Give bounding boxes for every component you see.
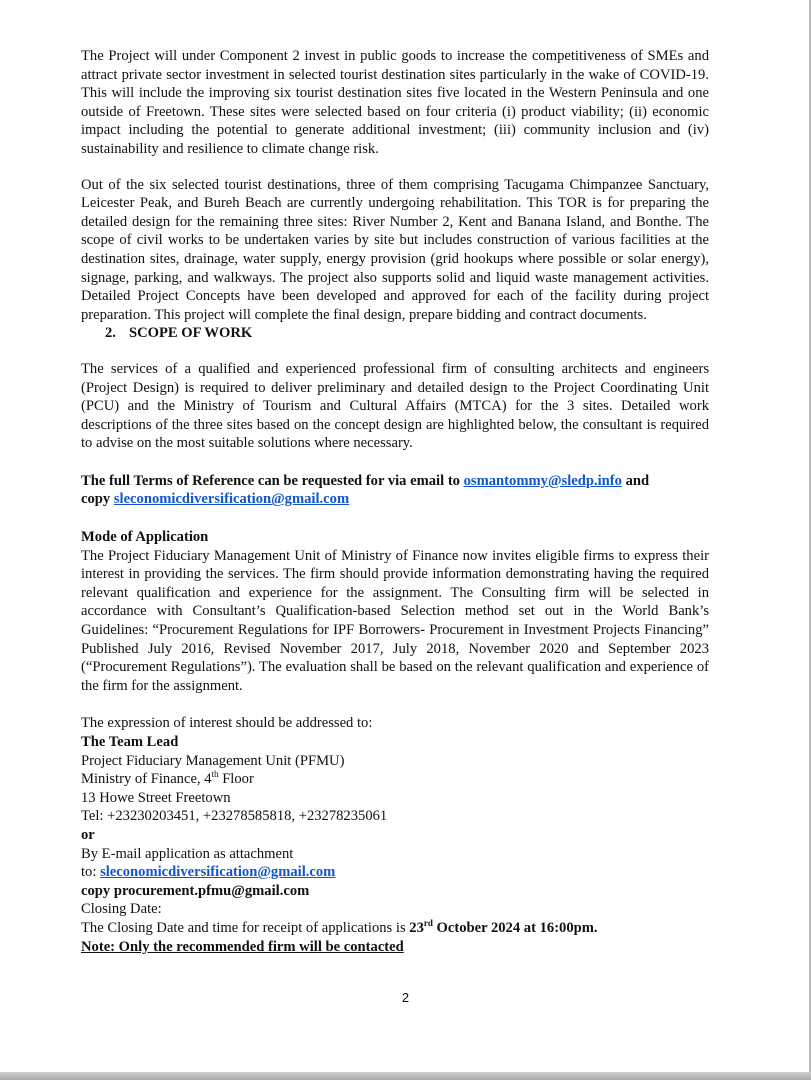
mode-of-application-body: The Project Fiduciary Management Unit of Ministry of Finance now invites eligible firms to express their interest in providing the services. The firm should provide information demonstrating having the required relevant qualification and experience for the assignment. The Consulting firm will be selected in accordance with Consultant’s Qualification-based Selection method set out in the World Bank’s Guidelines: “Procurement Regulations for IPF Borrowers- Procurement in Investment Projects Financing” Published July 2016, Revised November 2017, July 2018, November 2020 and September 2023 (“Procurement Regulations”). The evaluation shall be based on the relevant qualification and experience of the firm for the assignment. [81,547,709,694]
document-body [81,47,709,956]
closing-text-prefix: The Closing Date and time for receipt of applications is [81,919,410,936]
ministry-prefix: Ministry of Finance, 4 [81,771,212,788]
tor-request [81,472,709,509]
email-link-economic-diversification[interactable]: sleconomicdiversification@gmail.com [113,491,350,508]
closing-date-text [81,919,709,938]
email-application-to [81,863,709,882]
ministry-suffix: Floor [218,771,254,788]
tor-request-and: and [621,472,650,489]
section-heading [105,324,709,343]
closing-date-sup: rd [423,918,433,929]
page-number: 2 [401,990,410,1005]
closing-note: Note: Only the recommended firm will be contacted [81,938,404,955]
paragraph-component-2: The Project will under Component 2 invest in public goods to increase the competitiveness of SMEs and attract private sector investment in selected tourist destination sites particularly in the wake of COVID-19. This will include the improving six tourist destination sites five located in the Western Peninsula and one outside of Freetown. These sites were selected based on four criteria (i) product viability; (ii) economic impact including the potential to generate additional investment; (iii) community inclusion and (iv) sustainability and resilience to climate change risk. [81,48,709,157]
section-number: 2. [105,325,116,342]
page-edge-bottom [0,1072,811,1080]
tor-request-text: The full Terms of Reference can be requested for via email to [81,472,464,489]
address-street: 13 Howe Street Freetown [81,789,231,806]
paragraph-scope-of-work: The services of a qualified and experienced professional firm of consulting architects and engineers (Project Design) is required to deliver preliminary and detailed design to the Project Coordinating Unit (PCU) and the Ministry of Tourism and Cultural Affairs (MTCA) for the 3 sites. Detailed work descriptions of the three sites based on the concept design are highlighted below, the consultant is required to advise on the most suitable solutions where necessary. [81,360,709,452]
paragraph-tourist-destinations: Out of the six selected tourist destinations, three of them comprising Tacugama Chimpanzee Sanctuary, Leicester Peak, and Bureh Beach are currently undergoing rehabilitation. This TOR is for preparing the detailed design for the remaining three sites: River Number 2, Kent and Banana Island, and Bonthe. The scope of civil works to be undertaken varies by site but includes construction of various facilities at the destination sites, drainage, water supply, energy provision (grid hookups where possible or solar energy), signage, parking, and walkways. The project also supports solid and liquid waste management activities. Detailed Project Concepts have been developed and approved for each of the facility during project preparation. This project will complete the final design, prepare bidding and contract documents. [81,176,709,323]
email-application-copy: copy procurement.pfmu@gmail.com [81,882,310,899]
email-link-osmantommy[interactable]: osmantommy@sledp.info [463,472,622,489]
address-or: or [81,826,95,843]
address-tel: Tel: +23230203451, +23278585818, +23278235061 [81,808,388,825]
closing-date-label: Closing Date: [81,901,162,918]
mode-of-application-title: Mode of Application [81,529,209,546]
email-link-to[interactable]: sleconomicdiversification@gmail.com [100,864,336,881]
address-block [81,714,709,956]
ministry-floor-sup: th [211,769,219,780]
closing-date-day: 23 [409,919,424,936]
tor-request-copy: copy [81,491,114,508]
address-team-lead: The Team Lead [81,734,179,750]
address-intro: The expression of interest should be addressed to: [81,715,373,732]
section-title: SCOPE OF WORK [129,325,253,342]
email-application-intro: By E-mail application as attachment [81,845,294,862]
address-unit: Project Fiduciary Management Unit (PFMU) [81,752,345,769]
to-prefix: to: [81,864,101,881]
address-ministry [81,770,709,789]
closing-date-rest: October 2024 at 16:00pm. [432,919,598,936]
